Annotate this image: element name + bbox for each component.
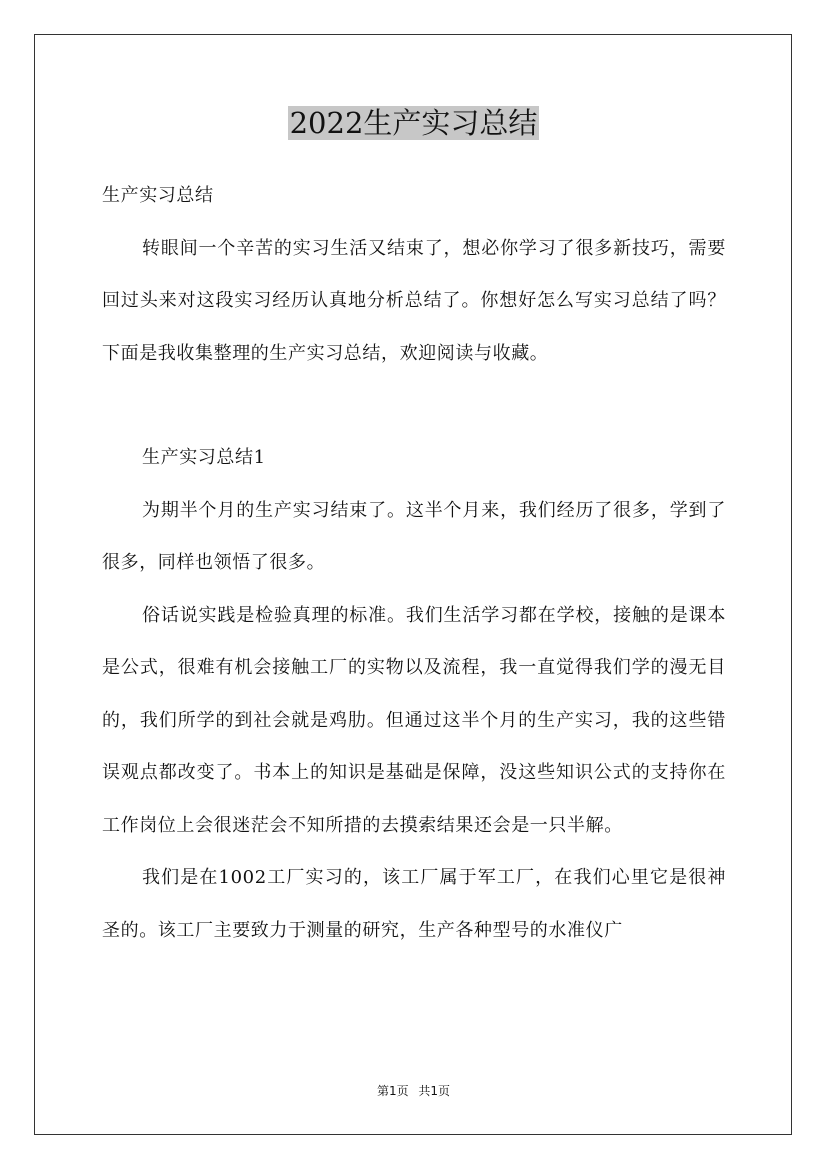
document-title-text: 2022生产实习总结: [289, 106, 538, 140]
intro-paragraph: 转眼间一个辛苦的实习生活又结束了，想必你学习了很多新技巧，需要回过头来对这段实习经历认真地分析总结了。你想好怎么写实习总结了吗？下面是我收集整理的生产实习总结，欢迎阅读与收藏。: [102, 237, 726, 364]
body-paragraph-3: 我们是在1002工厂实习的，该工厂属于军工厂，在我们心里它是很神圣的。该工厂主要致力于测量的研究，生产各种型号的水准仪广: [102, 867, 726, 941]
document-title: [0, 103, 827, 143]
body-paragraph-1: 为期半个月的生产实习结束了。这半个月来，我们经历了很多，学到了很多，同样也领悟了很多。: [102, 499, 726, 573]
document-body: [102, 170, 726, 957]
page-number: 第1页: [376, 1084, 409, 1098]
body-paragraph-2: 俗话说实践是检验真理的标准。我们生活学习都在学校，接触的是课本是公式，很难有机会接触工厂的实物以及流程，我一直觉得我们学的漫无目的，我们所学的到社会就是鸡肋。但通过这半个月的生产实习，我的这些错误观点都改变了。书本上的知识是基础是保障，没这些知识公式的支持你在工作岗位上会很迷茫会不知所措的去摸索结果还会是一只半解。: [102, 604, 726, 836]
section-heading: 生产实习总结1: [142, 447, 266, 468]
page-total: 共1页: [418, 1084, 451, 1098]
page-footer: [0, 1082, 827, 1099]
document-subtitle: 生产实习总结: [102, 185, 214, 206]
